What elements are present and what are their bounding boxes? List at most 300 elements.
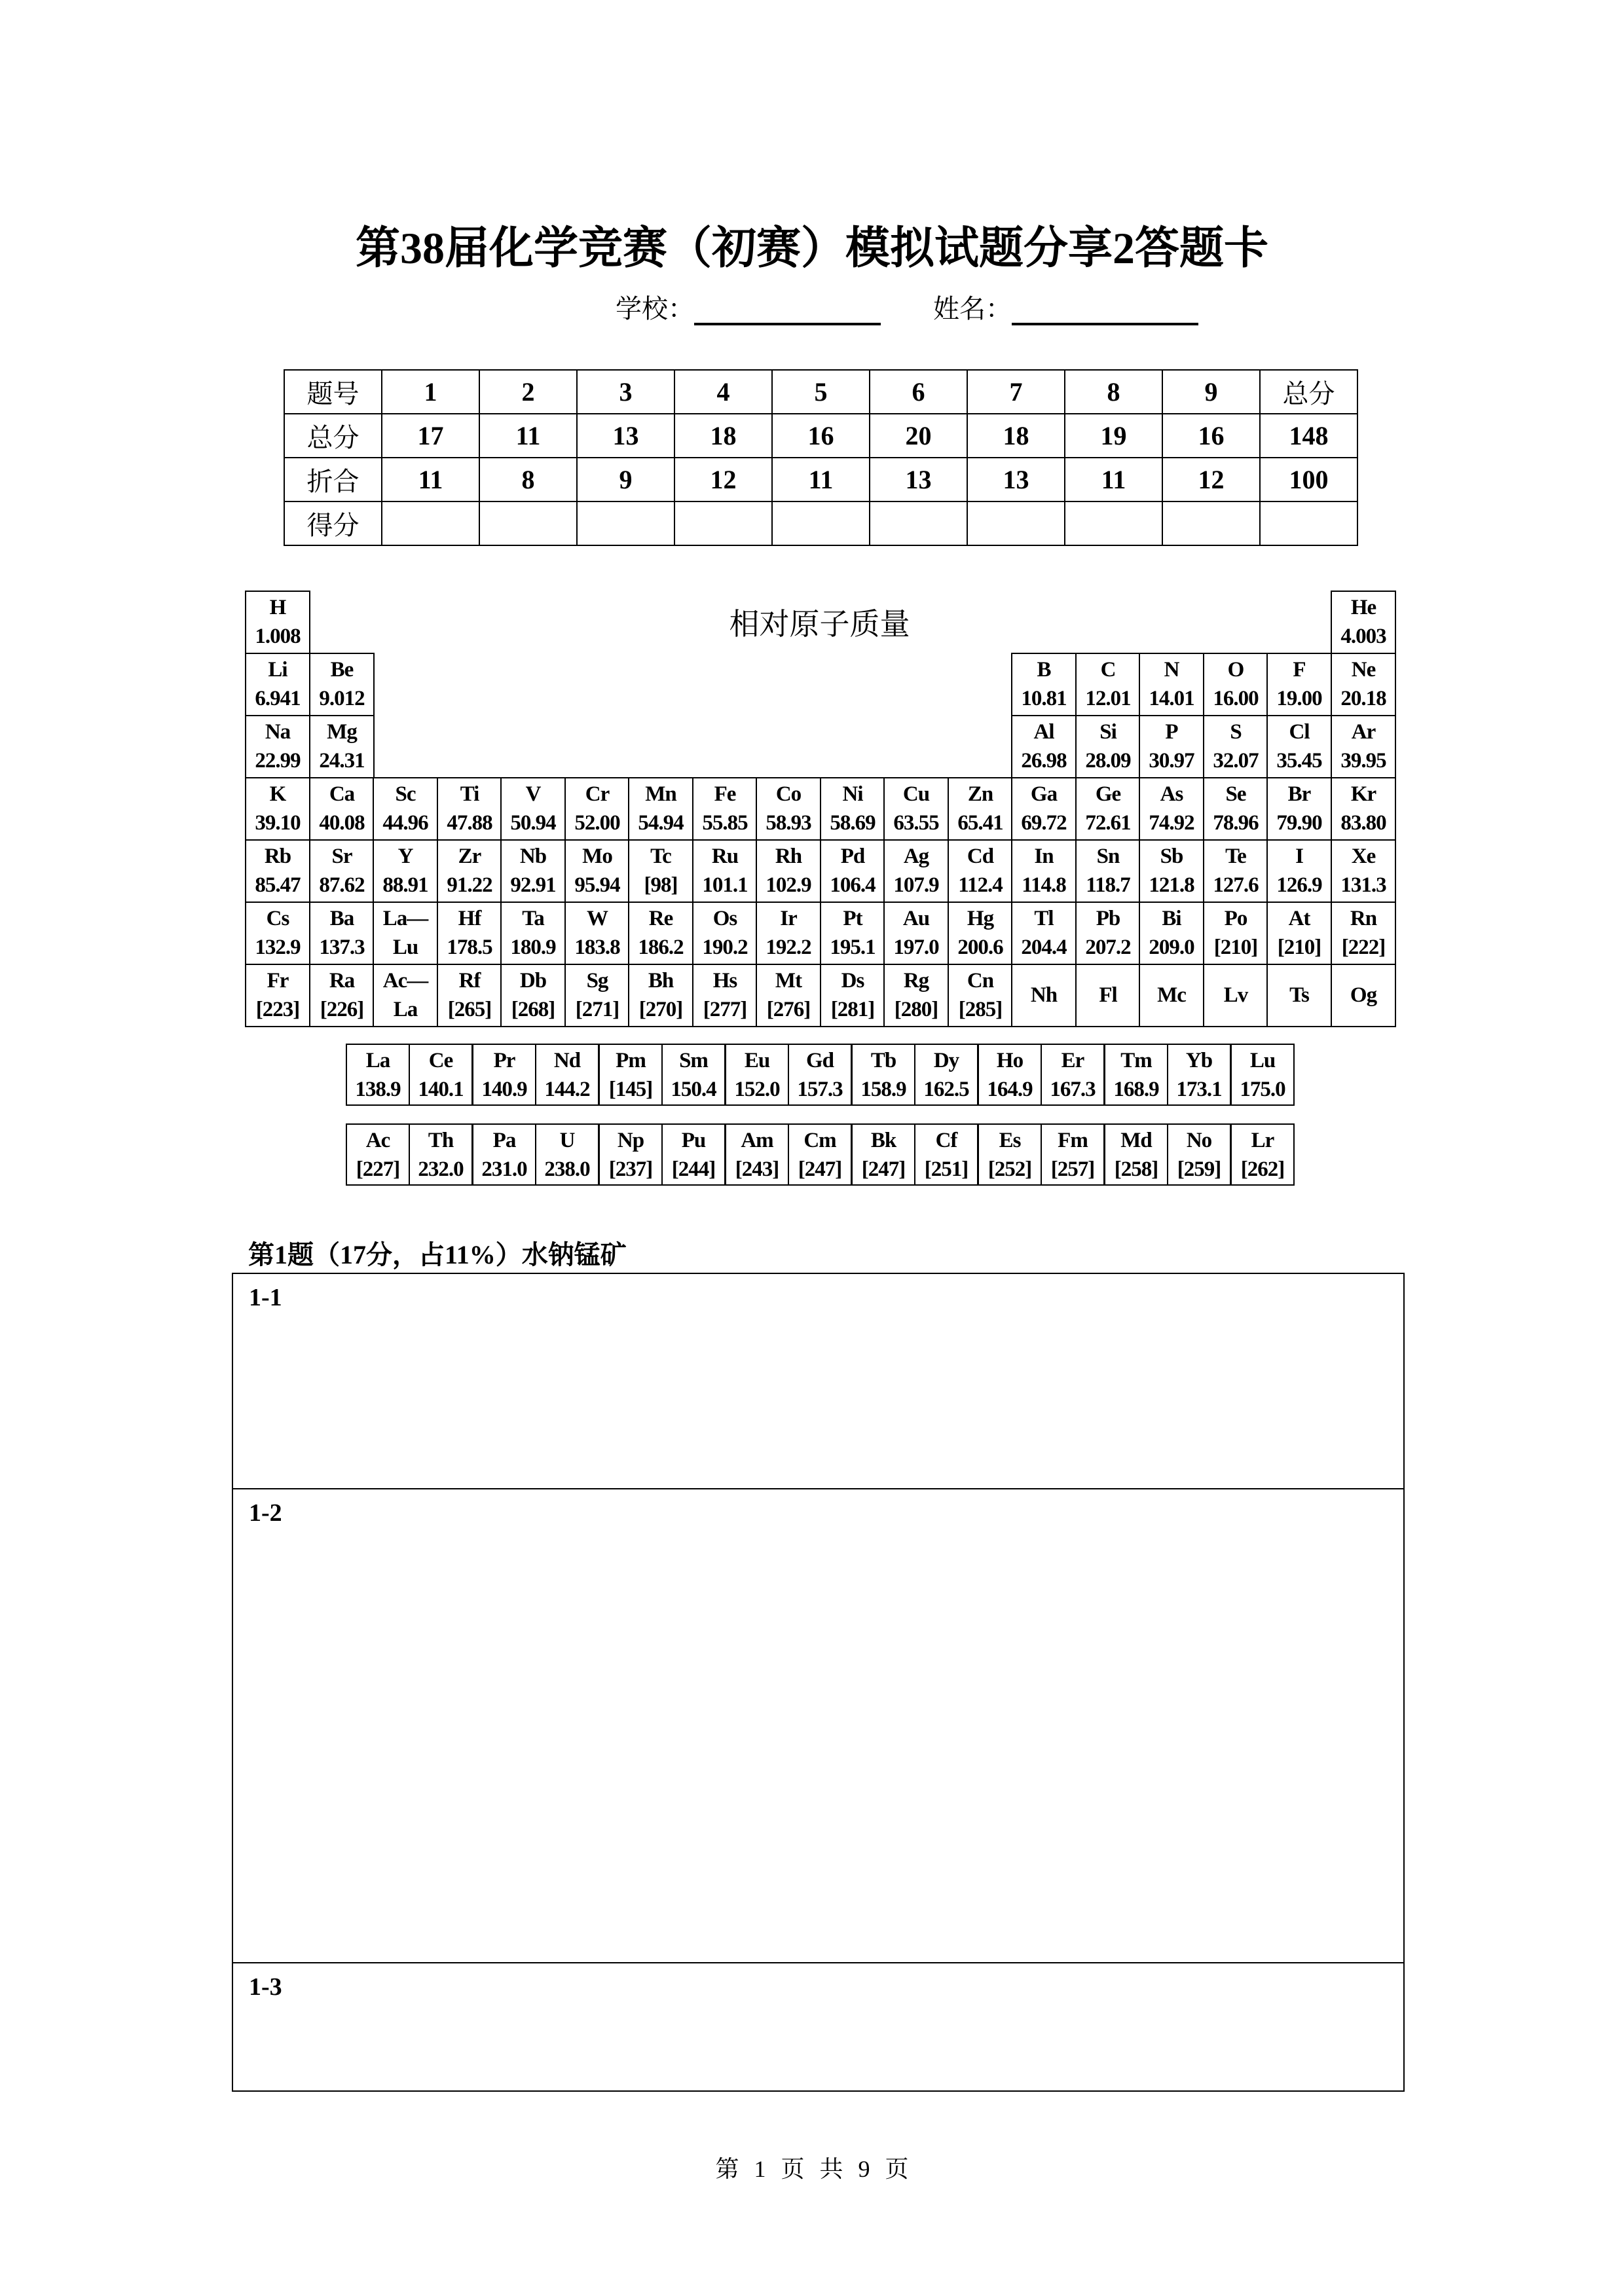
- element-cell: [1104, 1123, 1168, 1186]
- element-mass: [243]: [735, 1157, 779, 1181]
- element-symbol: Tl: [1034, 907, 1054, 930]
- element-cell: [661, 1044, 726, 1106]
- element-symbol: Mt: [775, 969, 802, 993]
- element-cell: [883, 839, 949, 903]
- element-cell: [1331, 591, 1396, 654]
- element-mass: [270]: [638, 998, 683, 1021]
- element-mass: 44.96: [382, 811, 428, 835]
- element-symbol: Er: [1061, 1049, 1084, 1072]
- element-mass: 74.92: [1149, 811, 1194, 835]
- element-mass: [247]: [861, 1157, 906, 1181]
- element-mass: 168.9: [1113, 1078, 1159, 1101]
- row-label: 得分: [284, 501, 382, 545]
- element-cell: [883, 902, 949, 965]
- element-mass: 58.69: [830, 811, 876, 835]
- element-cell: [978, 1123, 1042, 1186]
- element-cell: [309, 777, 375, 841]
- element-symbol: Md: [1120, 1129, 1152, 1152]
- element-cell: [309, 715, 375, 778]
- element-mass: 92.91: [510, 873, 556, 897]
- page-title: 第38届化学竞赛（初赛）模拟试题分享2答题卡: [355, 223, 1268, 273]
- part-label: 1-2: [249, 1499, 282, 1527]
- element-cell: [1203, 964, 1268, 1027]
- score-cell[interactable]: [1260, 501, 1357, 545]
- element-symbol: Pr: [493, 1049, 515, 1072]
- element-mass: [98]: [644, 873, 678, 897]
- element-symbol: Fe: [714, 782, 736, 806]
- element-symbol: Ts: [1289, 983, 1309, 1007]
- element-mass: 32.07: [1213, 749, 1259, 773]
- element-mass: 14.01: [1149, 687, 1194, 710]
- score-cell[interactable]: [870, 501, 967, 545]
- element-symbol: As: [1160, 782, 1183, 806]
- element-mass: [271]: [575, 998, 619, 1021]
- element-cell: [245, 653, 310, 716]
- element-cell: [472, 1044, 536, 1106]
- element-symbol: Cl: [1289, 720, 1310, 744]
- score-cell[interactable]: [577, 501, 674, 545]
- element-mass: 79.90: [1276, 811, 1322, 835]
- element-cell: [245, 839, 310, 903]
- score-cell: 11: [1065, 458, 1162, 501]
- element-mass: Lu: [392, 936, 418, 959]
- element-mass: 87.62: [319, 873, 365, 897]
- element-cell: [564, 777, 630, 841]
- score-cell: 20: [870, 414, 967, 458]
- element-symbol: Cm: [803, 1129, 836, 1152]
- element-symbol: Ne: [1351, 658, 1376, 682]
- element-mass: 157.3: [797, 1078, 843, 1101]
- element-cell: [1139, 839, 1204, 903]
- element-mass: 106.4: [830, 873, 876, 897]
- element-cell: [564, 964, 630, 1027]
- element-cell: [535, 1123, 599, 1186]
- element-cell: [245, 902, 310, 965]
- score-cell[interactable]: [967, 501, 1065, 545]
- element-cell: [1139, 902, 1204, 965]
- element-mass: 91.22: [447, 873, 492, 897]
- row-label: 总分: [284, 414, 382, 458]
- element-symbol: Ti: [460, 782, 479, 806]
- element-mass: [247]: [798, 1157, 842, 1181]
- element-cell: [309, 902, 375, 965]
- element-cell: [883, 777, 949, 841]
- element-mass: La: [393, 998, 418, 1021]
- element-cell: [628, 964, 693, 1027]
- element-symbol: No: [1186, 1129, 1212, 1152]
- element-symbol: Ra: [329, 969, 355, 993]
- element-cell: [1203, 902, 1268, 965]
- element-symbol: Sr: [331, 845, 352, 868]
- element-symbol: Sm: [679, 1049, 708, 1072]
- element-mass: 173.1: [1176, 1078, 1222, 1101]
- element-symbol: Li: [268, 658, 287, 682]
- element-symbol: Ir: [780, 907, 797, 930]
- element-cell: [1203, 777, 1268, 841]
- element-cell: [1075, 839, 1141, 903]
- element-mass: 204.4: [1021, 936, 1067, 959]
- element-cell: [1075, 902, 1141, 965]
- element-cell: [1266, 653, 1332, 716]
- element-cell: [978, 1044, 1042, 1106]
- score-cell: 12: [1162, 458, 1260, 501]
- element-mass: 69.72: [1021, 811, 1067, 835]
- element-mass: 231.0: [481, 1157, 527, 1181]
- element-cell: [692, 839, 758, 903]
- element-symbol: Yb: [1185, 1049, 1213, 1072]
- element-cell: [599, 1123, 663, 1186]
- element-cell: [1139, 777, 1204, 841]
- element-symbol: Og: [1350, 983, 1377, 1007]
- element-mass: 152.0: [734, 1078, 780, 1101]
- element-mass: 63.55: [893, 811, 939, 835]
- element-symbol: B: [1037, 658, 1051, 682]
- element-cell: [1331, 902, 1396, 965]
- score-cell: 18: [674, 414, 772, 458]
- element-cell: [1203, 839, 1268, 903]
- score-cell: 16: [772, 414, 870, 458]
- element-symbol: Bk: [870, 1129, 896, 1152]
- element-mass: 55.85: [702, 811, 748, 835]
- element-mass: 127.6: [1213, 873, 1259, 897]
- element-cell: [756, 777, 821, 841]
- element-symbol: Fr: [267, 969, 289, 993]
- element-cell: [1041, 1123, 1105, 1186]
- element-symbol: Br: [1287, 782, 1311, 806]
- element-mass: [227]: [356, 1157, 400, 1181]
- element-symbol: Pa: [492, 1129, 516, 1152]
- element-cell: [1011, 777, 1077, 841]
- name-field[interactable]: [1012, 297, 1198, 325]
- element-symbol: Pb: [1096, 907, 1120, 930]
- element-symbol: Pt: [843, 907, 862, 930]
- element-mass: 50.94: [510, 811, 556, 835]
- element-symbol: Nd: [553, 1049, 581, 1072]
- element-cell: [628, 902, 693, 965]
- element-symbol: Mg: [327, 720, 357, 744]
- element-cell: [1167, 1123, 1231, 1186]
- element-cell: [1075, 777, 1141, 841]
- score-cell: 13: [967, 458, 1065, 501]
- element-mass: 238.0: [544, 1157, 590, 1181]
- score-cell: 8: [1065, 370, 1162, 414]
- score-cell: 1: [382, 370, 479, 414]
- element-cell: [1104, 1044, 1168, 1106]
- score-cell: 12: [674, 458, 772, 501]
- element-cell: [500, 839, 566, 903]
- score-row: [284, 501, 1357, 545]
- element-symbol: Mn: [645, 782, 676, 806]
- row-label: 折合: [284, 458, 382, 501]
- element-symbol: Cu: [902, 782, 930, 806]
- element-mass: 144.2: [544, 1078, 590, 1101]
- element-mass: 78.96: [1213, 811, 1259, 835]
- score-cell: 148: [1260, 414, 1357, 458]
- element-mass: 39.10: [255, 811, 301, 835]
- element-symbol: Si: [1099, 720, 1116, 744]
- element-symbol: Te: [1225, 845, 1246, 868]
- score-cell: 19: [1065, 414, 1162, 458]
- score-cell: 3: [577, 370, 674, 414]
- element-symbol: Gd: [805, 1049, 834, 1072]
- element-cell: [373, 777, 438, 841]
- element-symbol: Th: [428, 1129, 454, 1152]
- element-symbol: Sg: [586, 969, 608, 993]
- element-mass: [244]: [671, 1157, 716, 1181]
- element-symbol: Cn: [967, 969, 994, 993]
- score-table: [284, 369, 1358, 546]
- element-cell: [500, 902, 566, 965]
- element-cell: [309, 839, 375, 903]
- element-cell: [914, 1044, 978, 1106]
- score-cell[interactable]: [479, 501, 577, 545]
- element-mass: [145]: [608, 1078, 653, 1101]
- element-symbol: Ru: [711, 845, 739, 868]
- element-mass: 175.0: [1240, 1078, 1285, 1101]
- element-mass: 16.00: [1213, 687, 1259, 710]
- element-symbol: Co: [775, 782, 802, 806]
- element-mass: 190.2: [702, 936, 748, 959]
- element-symbol: Zn: [967, 782, 993, 806]
- element-symbol: Dy: [933, 1049, 959, 1072]
- score-cell[interactable]: [1162, 501, 1260, 545]
- element-cell: [1331, 964, 1396, 1027]
- score-cell: 2: [479, 370, 577, 414]
- element-mass: 140.9: [481, 1078, 527, 1101]
- element-symbol: Tm: [1120, 1049, 1152, 1072]
- answer-area-1-3[interactable]: [233, 1963, 1403, 2092]
- element-mass: 138.9: [355, 1078, 401, 1101]
- element-cell: [788, 1044, 852, 1106]
- element-symbol: Ni: [842, 782, 863, 806]
- element-symbol: Lv: [1223, 983, 1248, 1007]
- element-cell: [245, 964, 310, 1027]
- element-cell: [756, 839, 821, 903]
- element-cell: [437, 839, 502, 903]
- element-cell: [948, 964, 1013, 1027]
- element-symbol: Hf: [458, 907, 481, 930]
- element-cell: [1011, 839, 1077, 903]
- element-symbol: P: [1165, 720, 1178, 744]
- element-symbol: Ar: [1351, 720, 1376, 744]
- element-symbol: U: [559, 1129, 575, 1152]
- element-mass: [210]: [1213, 936, 1258, 959]
- element-mass: 178.5: [447, 936, 492, 959]
- element-cell: [692, 902, 758, 965]
- element-symbol: Po: [1224, 907, 1247, 930]
- question-1-answer-box: [232, 1273, 1405, 2092]
- element-mass: 180.9: [510, 936, 556, 959]
- score-row: [284, 458, 1357, 501]
- element-cell: [820, 964, 885, 1027]
- element-symbol: Pu: [681, 1129, 706, 1152]
- element-mass: 85.47: [255, 873, 301, 897]
- element-symbol: Be: [330, 658, 354, 682]
- element-cell: [346, 1044, 410, 1106]
- element-cell: [599, 1044, 663, 1106]
- element-symbol: Ho: [996, 1049, 1024, 1072]
- element-mass: [252]: [987, 1157, 1032, 1181]
- score-cell[interactable]: [382, 501, 479, 545]
- element-mass: 54.94: [638, 811, 684, 835]
- part-label: 1-1: [249, 1284, 282, 1311]
- element-symbol: W: [587, 907, 608, 930]
- element-cell: [1203, 715, 1268, 778]
- element-cell: [1230, 1123, 1295, 1186]
- element-symbol: Ga: [1030, 782, 1058, 806]
- element-symbol: Tb: [870, 1049, 896, 1072]
- element-symbol: H: [269, 596, 286, 619]
- school-field[interactable]: [694, 297, 881, 325]
- element-symbol: Rg: [903, 969, 929, 993]
- element-mass: [210]: [1277, 936, 1321, 959]
- element-symbol: Ac—: [382, 969, 428, 993]
- element-mass: 102.9: [766, 873, 811, 897]
- element-mass: 72.61: [1085, 811, 1131, 835]
- element-symbol: Db: [519, 969, 547, 993]
- element-mass: 101.1: [702, 873, 748, 897]
- element-cell: [309, 964, 375, 1027]
- element-symbol: Nh: [1030, 983, 1058, 1007]
- element-mass: [280]: [894, 998, 938, 1021]
- element-symbol: Nb: [519, 845, 547, 868]
- element-mass: 4.003: [1340, 625, 1386, 648]
- element-cell: [1203, 653, 1268, 716]
- element-mass: [285]: [958, 998, 1003, 1021]
- element-symbol: Cd: [967, 845, 994, 868]
- element-symbol: Xe: [1351, 845, 1376, 868]
- score-cell: 18: [967, 414, 1065, 458]
- element-symbol: Os: [712, 907, 737, 930]
- element-cell: [309, 653, 375, 716]
- score-cell[interactable]: [674, 501, 772, 545]
- element-cell: [725, 1044, 789, 1106]
- element-mass: [257]: [1050, 1157, 1095, 1181]
- element-symbol: Zr: [458, 845, 481, 868]
- element-symbol: Cr: [585, 782, 610, 806]
- element-mass: 150.4: [671, 1078, 716, 1101]
- element-mass: 26.98: [1021, 749, 1067, 773]
- element-cell: [948, 777, 1013, 841]
- element-mass: 39.95: [1340, 749, 1386, 773]
- element-cell: [756, 964, 821, 1027]
- element-symbol: Ba: [329, 907, 354, 930]
- answer-area-1-2[interactable]: [233, 1489, 1403, 1963]
- element-cell: [1266, 964, 1332, 1027]
- element-mass: [222]: [1341, 936, 1386, 959]
- element-cell: [373, 839, 438, 903]
- element-cell: [437, 964, 502, 1027]
- page-footer: 第 1 页 共 9 页: [715, 2156, 909, 2182]
- score-cell: 6: [870, 370, 967, 414]
- element-mass: 195.1: [830, 936, 876, 959]
- element-cell: [1075, 715, 1141, 778]
- element-cell: [564, 902, 630, 965]
- element-cell: [500, 964, 566, 1027]
- element-cell: [948, 839, 1013, 903]
- element-cell: [564, 839, 630, 903]
- element-cell: [725, 1123, 789, 1186]
- element-mass: [262]: [1240, 1157, 1285, 1181]
- element-mass: 19.00: [1276, 687, 1322, 710]
- score-row: [284, 414, 1357, 458]
- element-mass: [265]: [447, 998, 492, 1021]
- element-symbol: Sc: [395, 782, 416, 806]
- element-cell: [914, 1123, 978, 1186]
- score-cell: 7: [967, 370, 1065, 414]
- score-cell: 11: [772, 458, 870, 501]
- element-symbol: Rf: [458, 969, 481, 993]
- element-symbol: Np: [617, 1129, 644, 1152]
- element-mass: 58.93: [766, 811, 811, 835]
- score-cell: 4: [674, 370, 772, 414]
- element-symbol: I: [1295, 845, 1303, 868]
- element-mass: 28.09: [1085, 749, 1131, 773]
- element-cell: [1331, 839, 1396, 903]
- element-cell: [1331, 653, 1396, 716]
- element-mass: 83.80: [1340, 811, 1386, 835]
- score-cell: 9: [577, 458, 674, 501]
- element-cell: [788, 1123, 852, 1186]
- element-cell: [820, 777, 885, 841]
- row-label: 题号: [284, 370, 382, 414]
- element-mass: [237]: [608, 1157, 653, 1181]
- answer-area-1-1[interactable]: [233, 1274, 1403, 1489]
- score-cell: 100: [1260, 458, 1357, 501]
- element-cell: [820, 902, 885, 965]
- element-mass: 200.6: [957, 936, 1003, 959]
- element-mass: 183.8: [574, 936, 620, 959]
- element-mass: 207.2: [1085, 936, 1131, 959]
- element-symbol: Pm: [616, 1049, 646, 1072]
- element-mass: 121.8: [1149, 873, 1194, 897]
- score-row: [284, 370, 1357, 414]
- question-1-heading: 第1题（17分，占11%）水钠锰矿: [248, 1240, 627, 1269]
- element-cell: [1075, 653, 1141, 716]
- element-symbol: Fl: [1099, 983, 1117, 1007]
- element-cell: [661, 1123, 726, 1186]
- element-cell: [628, 839, 693, 903]
- element-symbol: Am: [741, 1129, 773, 1152]
- score-cell[interactable]: [1065, 501, 1162, 545]
- element-symbol: O: [1227, 658, 1244, 682]
- element-symbol: Tc: [650, 845, 671, 868]
- element-cell: [437, 902, 502, 965]
- element-symbol: Re: [648, 907, 673, 930]
- element-symbol: La—: [382, 907, 428, 930]
- score-cell: 9: [1162, 370, 1260, 414]
- element-mass: 65.41: [957, 811, 1003, 835]
- element-mass: 164.9: [987, 1078, 1033, 1101]
- element-symbol: C: [1100, 658, 1116, 682]
- element-symbol: Hg: [967, 907, 994, 930]
- element-mass: [258]: [1114, 1157, 1158, 1181]
- element-symbol: Mo: [582, 845, 612, 868]
- element-symbol: Es: [999, 1129, 1021, 1152]
- element-cell: [373, 902, 438, 965]
- element-mass: 35.45: [1276, 749, 1322, 773]
- element-symbol: Rb: [264, 845, 291, 868]
- element-cell: [535, 1044, 599, 1106]
- score-cell[interactable]: [772, 501, 870, 545]
- element-symbol: Ge: [1095, 782, 1121, 806]
- element-cell: [1266, 715, 1332, 778]
- element-mass: 232.0: [418, 1157, 464, 1181]
- element-mass: 24.31: [319, 749, 365, 773]
- element-symbol: Lr: [1251, 1129, 1274, 1152]
- element-cell: [1041, 1044, 1105, 1106]
- element-symbol: Cf: [935, 1129, 957, 1152]
